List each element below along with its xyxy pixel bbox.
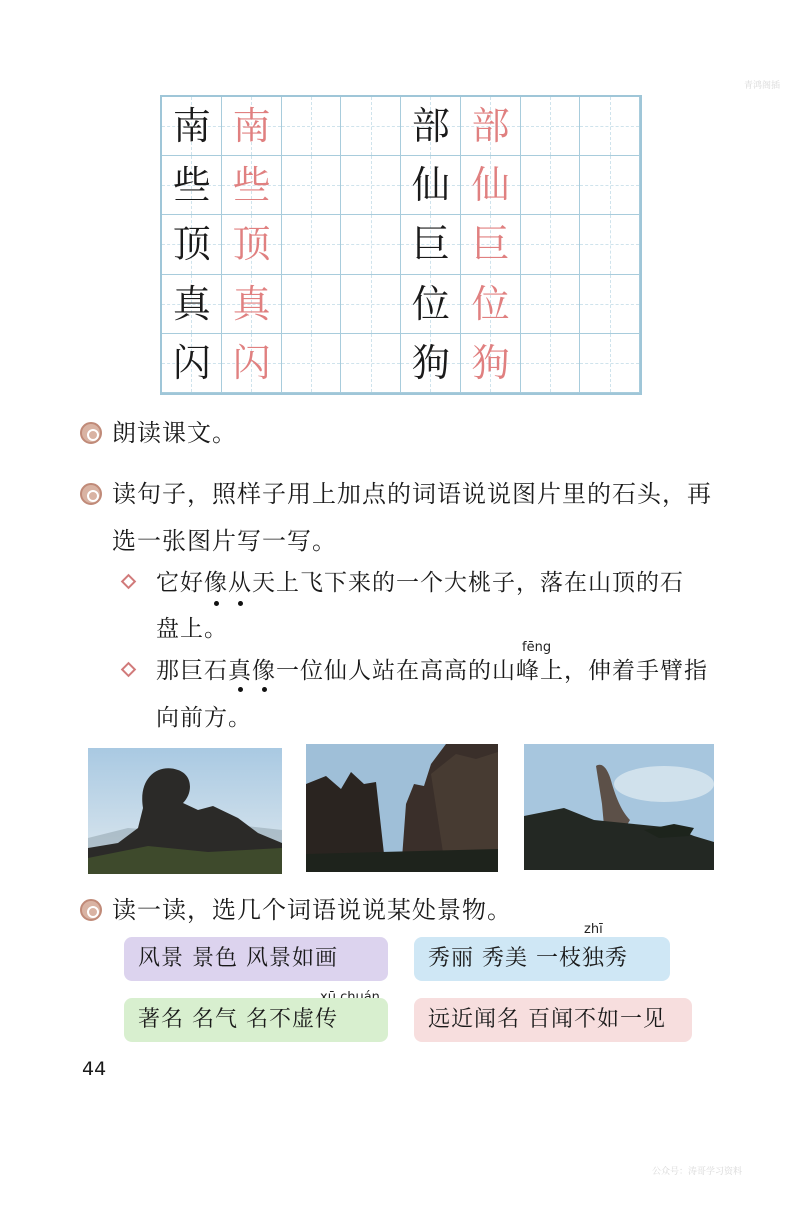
model-character: 顶: [172, 222, 211, 267]
grid-cell: [521, 334, 581, 393]
example-2-line1: 那巨石真像一位仙人站在高高的山峰上，伸着手臂指: [156, 658, 708, 684]
word-box-renowned: 远近闻名 百闻不如一见: [414, 998, 692, 1042]
emphasis-dot: [238, 601, 243, 606]
grid-cell: [282, 334, 342, 393]
grid-cell: [580, 334, 640, 393]
trace-character: 仙: [471, 163, 510, 208]
trace-character: 真: [232, 281, 271, 326]
exercise-bullet-icon: [80, 422, 102, 444]
diamond-icon: [121, 574, 137, 590]
page-number: 44: [82, 1058, 107, 1080]
grid-cell: [341, 275, 401, 334]
diamond-icon: [121, 662, 137, 678]
trace-character: 些: [232, 163, 271, 208]
emphasis-dot: [214, 601, 219, 606]
grid-cell: [580, 97, 640, 156]
trace-character: 部: [471, 104, 510, 148]
trace-character: 闪: [232, 340, 271, 385]
example-2-line2: 向前方。: [156, 705, 252, 731]
grid-cell: [521, 97, 581, 156]
exercise-bullet-icon: [80, 899, 102, 921]
writing-grid: [160, 95, 642, 395]
grid-cell: [580, 156, 640, 215]
model-character: 些: [172, 163, 211, 208]
model-character: 部: [411, 104, 450, 148]
grid-cell: [282, 97, 342, 156]
grid-cell: [282, 275, 342, 334]
pinyin-zhi: zhī: [584, 922, 603, 937]
pinyin-feng: fēng: [522, 640, 552, 655]
word-box-beautiful: 秀丽 秀美 一枝独秀: [414, 937, 670, 981]
model-character: 真: [172, 281, 211, 326]
grid-cell: [282, 215, 342, 274]
example-1-line2: 盘上。: [156, 616, 228, 642]
trace-character: 巨: [471, 222, 510, 267]
trace-character: 南: [232, 104, 271, 148]
trace-character: 顶: [232, 222, 271, 267]
grid-cell: [521, 156, 581, 215]
example-1-line1: 它好像从天上飞下来的一个大桃子，落在山顶的石: [156, 570, 684, 596]
peach-rock-photo: [88, 748, 282, 874]
trace-character: 狗: [471, 340, 510, 385]
grid-cell: [341, 215, 401, 274]
grid-cell: [341, 334, 401, 393]
model-character: 位: [411, 281, 450, 326]
exercise-3-text: 读一读，选几个词语说说某处景物。: [112, 896, 512, 924]
grid-cell: [580, 275, 640, 334]
emphasis-dot: [262, 687, 267, 692]
model-character: 巨: [411, 222, 450, 267]
grid-cell: [341, 97, 401, 156]
exercise-bullet-icon: [80, 483, 102, 505]
watermark-bottom: 公众号：涛哥学习资料: [652, 1167, 743, 1177]
exercise-2-line1: 读句子，照样子用上加点的词语说说图片里的石头，再: [112, 480, 712, 508]
grid-cell: [521, 275, 581, 334]
grid-cell: [282, 156, 342, 215]
emphasis-dot: [238, 687, 243, 692]
word-box-famous: 著名 名气 名不虚传: [124, 998, 388, 1042]
watermark-top: 青鸿阁插: [744, 81, 781, 91]
trace-character: 位: [471, 281, 510, 326]
grid-cell: [580, 215, 640, 274]
exercise-2-line2: 选一张图片写一写。: [112, 527, 337, 555]
grid-cell: [521, 215, 581, 274]
grid-cell: [341, 156, 401, 215]
model-character: 狗: [411, 340, 450, 385]
exercise-1-text: 朗读课文。: [112, 419, 237, 447]
model-character: 仙: [411, 163, 450, 208]
cliff-peaks-photo: [306, 744, 498, 872]
pointing-rock-photo: [524, 744, 714, 870]
model-character: 闪: [172, 340, 211, 385]
model-character: 南: [172, 104, 211, 148]
word-box-scenery: 风景 景色 风景如画: [124, 937, 388, 981]
